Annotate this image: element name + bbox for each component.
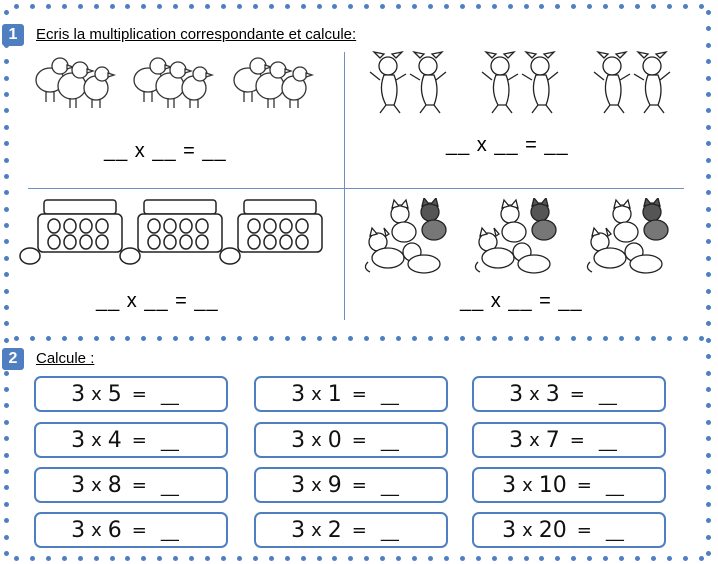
border-dot xyxy=(706,190,711,195)
answer-blank[interactable]: __ xyxy=(160,385,179,406)
border-dot xyxy=(706,158,711,163)
cats-formula: __ x __ = __ xyxy=(460,290,583,312)
border-dot xyxy=(301,556,306,561)
border-dot xyxy=(706,485,711,490)
border-dot xyxy=(125,4,130,9)
border-dot xyxy=(285,336,290,341)
times-sign: x xyxy=(311,383,322,405)
border-dot xyxy=(619,556,624,561)
answer-blank[interactable]: __ xyxy=(605,476,624,497)
times-sign: x xyxy=(91,519,102,541)
chicks-illustration xyxy=(30,50,330,112)
border-dot xyxy=(285,556,290,561)
border-dot xyxy=(94,4,99,9)
times-sign: x xyxy=(311,519,322,541)
border-dot xyxy=(524,336,529,341)
border-dot xyxy=(46,4,51,9)
border-dot xyxy=(699,556,704,561)
border-dot xyxy=(706,551,711,556)
border-dot xyxy=(317,336,322,341)
border-dot xyxy=(706,207,711,212)
border-dot xyxy=(396,4,401,9)
operand-a: 3 xyxy=(71,517,86,543)
border-dot xyxy=(555,4,560,9)
answer-blank[interactable]: __ xyxy=(380,476,399,497)
equals-sign: = xyxy=(569,429,585,451)
equals-sign: = xyxy=(576,519,592,541)
border-dot xyxy=(460,4,465,9)
border-dot xyxy=(651,556,656,561)
border-dot xyxy=(524,556,529,561)
border-dot xyxy=(4,223,9,228)
operand-b: 6 xyxy=(107,517,122,543)
border-dot xyxy=(706,223,711,228)
operand-a: 3 xyxy=(291,472,306,498)
border-dot xyxy=(603,336,608,341)
border-dot xyxy=(285,4,290,9)
border-dot xyxy=(4,272,9,277)
border-dot xyxy=(444,336,449,341)
border-dot xyxy=(4,535,9,540)
border-dot xyxy=(4,158,9,163)
border-dot xyxy=(412,4,417,9)
border-dot xyxy=(4,59,9,64)
border-dot xyxy=(364,336,369,341)
mice-formula: __ x __ = __ xyxy=(446,134,569,156)
answer-blank[interactable]: __ xyxy=(380,431,399,452)
calculation-box xyxy=(472,467,666,503)
border-dot xyxy=(587,336,592,341)
border-dot xyxy=(699,336,704,341)
border-dot xyxy=(348,556,353,561)
answer-blank[interactable]: __ xyxy=(160,431,179,452)
answer-blank[interactable]: __ xyxy=(380,385,399,406)
equals-sign: = xyxy=(576,474,592,496)
border-dot xyxy=(237,336,242,341)
border-dot xyxy=(46,556,51,561)
operand-a: 3 xyxy=(502,517,517,543)
border-dot xyxy=(4,420,9,425)
border-dot xyxy=(706,76,711,81)
border-dot xyxy=(4,436,9,441)
border-dot xyxy=(706,174,711,179)
border-dot xyxy=(460,336,465,341)
border-dot xyxy=(539,336,544,341)
border-dot xyxy=(460,556,465,561)
operand-b: 1 xyxy=(327,381,342,407)
times-sign: x xyxy=(91,474,102,496)
operand-a: 3 xyxy=(509,381,524,407)
border-dot xyxy=(706,387,711,392)
exercise-2-badge: 2 xyxy=(2,348,24,370)
border-dot xyxy=(332,336,337,341)
answer-blank[interactable]: __ xyxy=(598,431,617,452)
border-dot xyxy=(4,10,9,15)
exercise-1-instruction: Ecris la multiplication correspondante et calcule: xyxy=(36,26,357,43)
bottom-dotted-border xyxy=(14,556,704,562)
border-dot xyxy=(189,336,194,341)
border-dot xyxy=(706,371,711,376)
border-dot xyxy=(706,305,711,310)
operand-a: 3 xyxy=(71,427,86,453)
border-dot xyxy=(396,336,401,341)
border-dot xyxy=(706,239,711,244)
border-dot xyxy=(508,556,513,561)
equals-sign: = xyxy=(351,383,367,405)
border-dot xyxy=(667,556,672,561)
border-dot xyxy=(253,336,258,341)
operand-b: 8 xyxy=(107,472,122,498)
border-dot xyxy=(706,256,711,261)
border-dot xyxy=(4,469,9,474)
operand-a: 3 xyxy=(509,427,524,453)
border-dot xyxy=(706,10,711,15)
border-dot xyxy=(492,336,497,341)
left-dotted-border xyxy=(4,10,10,556)
calculation-box xyxy=(254,512,448,548)
equals-sign: = xyxy=(131,519,147,541)
border-dot xyxy=(492,4,497,9)
border-dot xyxy=(428,556,433,561)
border-dot xyxy=(683,336,688,341)
exercise-1-badge: 1 xyxy=(2,24,24,46)
border-dot xyxy=(173,556,178,561)
border-dot xyxy=(94,556,99,561)
calculation-box xyxy=(254,422,448,458)
border-dot xyxy=(237,556,242,561)
border-dot xyxy=(706,338,711,343)
border-dot xyxy=(62,336,67,341)
times-sign: x xyxy=(529,429,540,451)
operand-a: 3 xyxy=(291,381,306,407)
border-dot xyxy=(508,4,513,9)
calculation-box xyxy=(472,422,666,458)
border-dot xyxy=(221,4,226,9)
border-dot xyxy=(706,321,711,326)
border-dot xyxy=(683,556,688,561)
horizontal-divider xyxy=(28,188,684,189)
border-dot xyxy=(4,305,9,310)
border-dot xyxy=(706,502,711,507)
calculation-box xyxy=(34,467,228,503)
border-dot xyxy=(4,485,9,490)
border-dot xyxy=(4,239,9,244)
border-dot xyxy=(4,256,9,261)
equals-sign: = xyxy=(569,383,585,405)
border-dot xyxy=(539,556,544,561)
calculation-box xyxy=(254,467,448,503)
border-dot xyxy=(444,4,449,9)
border-dot xyxy=(635,4,640,9)
border-dot xyxy=(141,336,146,341)
operand-a: 3 xyxy=(71,381,86,407)
border-dot xyxy=(428,4,433,9)
border-dot xyxy=(524,4,529,9)
border-dot xyxy=(4,403,9,408)
border-dot xyxy=(706,469,711,474)
equals-sign: = xyxy=(131,429,147,451)
border-dot xyxy=(444,556,449,561)
border-dot xyxy=(253,4,258,9)
border-dot xyxy=(141,4,146,9)
border-dot xyxy=(364,4,369,9)
operand-b: 9 xyxy=(327,472,342,498)
calculation-box xyxy=(34,512,228,548)
border-dot xyxy=(651,4,656,9)
calculation-box xyxy=(34,376,228,412)
right-dotted-border xyxy=(706,10,712,556)
border-dot xyxy=(476,336,481,341)
operand-b: 7 xyxy=(545,427,560,453)
border-dot xyxy=(62,4,67,9)
times-sign: x xyxy=(311,474,322,496)
border-dot xyxy=(476,4,481,9)
operand-b: 10 xyxy=(538,472,567,498)
border-dot xyxy=(110,4,115,9)
answer-blank[interactable]: __ xyxy=(160,521,179,542)
border-dot xyxy=(348,4,353,9)
border-dot xyxy=(205,556,210,561)
answer-blank[interactable]: __ xyxy=(160,476,179,497)
border-dot xyxy=(492,556,497,561)
border-dot xyxy=(476,556,481,561)
operand-b: 20 xyxy=(538,517,567,543)
border-dot xyxy=(4,551,9,556)
border-dot xyxy=(62,556,67,561)
border-dot xyxy=(4,502,9,507)
eggs-formula: __ x __ = __ xyxy=(96,290,219,312)
border-dot xyxy=(205,4,210,9)
border-dot xyxy=(269,4,274,9)
equals-sign: = xyxy=(351,519,367,541)
border-dot xyxy=(4,141,9,146)
border-dot xyxy=(683,4,688,9)
border-dot xyxy=(189,4,194,9)
border-dot xyxy=(706,535,711,540)
border-dot xyxy=(4,108,9,113)
border-dot xyxy=(706,289,711,294)
chicks-formula: __ x __ = __ xyxy=(104,140,227,162)
border-dot xyxy=(651,336,656,341)
border-dot xyxy=(141,556,146,561)
times-sign: x xyxy=(91,383,102,405)
operand-a: 3 xyxy=(291,517,306,543)
border-dot xyxy=(317,4,322,9)
border-dot xyxy=(157,556,162,561)
border-dot xyxy=(110,336,115,341)
border-dot xyxy=(78,556,83,561)
border-dot xyxy=(157,4,162,9)
border-dot xyxy=(603,556,608,561)
border-dot xyxy=(635,556,640,561)
border-dot xyxy=(301,4,306,9)
top-dotted-border xyxy=(14,4,704,10)
border-dot xyxy=(253,556,258,561)
calculation-box xyxy=(472,512,666,548)
border-dot xyxy=(667,4,672,9)
border-dot xyxy=(412,336,417,341)
equals-sign: = xyxy=(131,383,147,405)
border-dot xyxy=(4,190,9,195)
egg-cartons-illustration xyxy=(16,196,326,268)
border-dot xyxy=(428,336,433,341)
operand-b: 0 xyxy=(327,427,342,453)
answer-blank[interactable]: __ xyxy=(598,385,617,406)
border-dot xyxy=(555,556,560,561)
border-dot xyxy=(125,336,130,341)
border-dot xyxy=(706,92,711,97)
border-dot xyxy=(78,336,83,341)
border-dot xyxy=(173,4,178,9)
border-dot xyxy=(4,453,9,458)
border-dot xyxy=(189,556,194,561)
operand-a: 3 xyxy=(502,472,517,498)
border-dot xyxy=(380,336,385,341)
operand-a: 3 xyxy=(291,427,306,453)
border-dot xyxy=(4,289,9,294)
border-dot xyxy=(706,141,711,146)
border-dot xyxy=(46,336,51,341)
border-dot xyxy=(380,556,385,561)
border-dot xyxy=(221,336,226,341)
border-dot xyxy=(317,556,322,561)
operand-b: 4 xyxy=(107,427,122,453)
border-dot xyxy=(603,4,608,9)
border-dot xyxy=(380,4,385,9)
border-dot xyxy=(332,4,337,9)
border-dot xyxy=(706,108,711,113)
times-sign: x xyxy=(311,429,322,451)
times-sign: x xyxy=(529,383,540,405)
border-dot xyxy=(94,336,99,341)
border-dot xyxy=(269,556,274,561)
border-dot xyxy=(706,272,711,277)
border-dot xyxy=(587,556,592,561)
exercise-2-instruction: Calcule : xyxy=(36,350,95,367)
border-dot xyxy=(30,336,35,341)
border-dot xyxy=(706,403,711,408)
border-dot xyxy=(412,556,417,561)
border-dot xyxy=(667,336,672,341)
border-dot xyxy=(30,556,35,561)
vertical-divider xyxy=(344,52,345,320)
equals-sign: = xyxy=(351,429,367,451)
border-dot xyxy=(706,43,711,48)
border-dot xyxy=(237,4,242,9)
border-dot xyxy=(706,420,711,425)
border-dot xyxy=(706,59,711,64)
times-sign: x xyxy=(522,519,533,541)
border-dot xyxy=(4,125,9,130)
border-dot xyxy=(125,556,130,561)
border-dot xyxy=(30,4,35,9)
border-dot xyxy=(555,336,560,341)
border-dot xyxy=(635,336,640,341)
border-dot xyxy=(4,321,9,326)
border-dot xyxy=(173,336,178,341)
calculation-box xyxy=(34,422,228,458)
operand-b: 3 xyxy=(545,381,560,407)
operand-b: 5 xyxy=(107,381,122,407)
border-dot xyxy=(571,556,576,561)
border-dot xyxy=(699,4,704,9)
border-dot xyxy=(269,336,274,341)
border-dot xyxy=(706,436,711,441)
border-dot xyxy=(4,76,9,81)
border-dot xyxy=(4,518,9,523)
times-sign: x xyxy=(522,474,533,496)
middle-dotted-border xyxy=(14,336,704,342)
calculation-box xyxy=(254,376,448,412)
border-dot xyxy=(706,125,711,130)
border-dot xyxy=(4,92,9,97)
answer-blank[interactable]: __ xyxy=(605,521,624,542)
border-dot xyxy=(78,4,83,9)
border-dot xyxy=(587,4,592,9)
border-dot xyxy=(205,336,210,341)
border-dot xyxy=(364,556,369,561)
operand-a: 3 xyxy=(71,472,86,498)
border-dot xyxy=(14,556,19,561)
cats-illustration xyxy=(360,198,692,278)
border-dot xyxy=(348,336,353,341)
border-dot xyxy=(619,336,624,341)
border-dot xyxy=(4,207,9,212)
border-dot xyxy=(4,387,9,392)
border-dot xyxy=(571,336,576,341)
border-dot xyxy=(301,336,306,341)
mice-illustration xyxy=(366,50,686,116)
border-dot xyxy=(396,556,401,561)
border-dot xyxy=(706,453,711,458)
border-dot xyxy=(4,338,9,343)
border-dot xyxy=(706,518,711,523)
equals-sign: = xyxy=(131,474,147,496)
border-dot xyxy=(4,371,9,376)
border-dot xyxy=(706,26,711,31)
border-dot xyxy=(571,4,576,9)
equals-sign: = xyxy=(351,474,367,496)
border-dot xyxy=(14,336,19,341)
border-dot xyxy=(619,4,624,9)
border-dot xyxy=(110,556,115,561)
border-dot xyxy=(706,354,711,359)
operand-b: 2 xyxy=(327,517,342,543)
border-dot xyxy=(4,174,9,179)
border-dot xyxy=(539,4,544,9)
border-dot xyxy=(508,336,513,341)
border-dot xyxy=(14,4,19,9)
times-sign: x xyxy=(91,429,102,451)
calculation-box xyxy=(472,376,666,412)
border-dot xyxy=(157,336,162,341)
border-dot xyxy=(332,556,337,561)
answer-blank[interactable]: __ xyxy=(380,521,399,542)
border-dot xyxy=(221,556,226,561)
